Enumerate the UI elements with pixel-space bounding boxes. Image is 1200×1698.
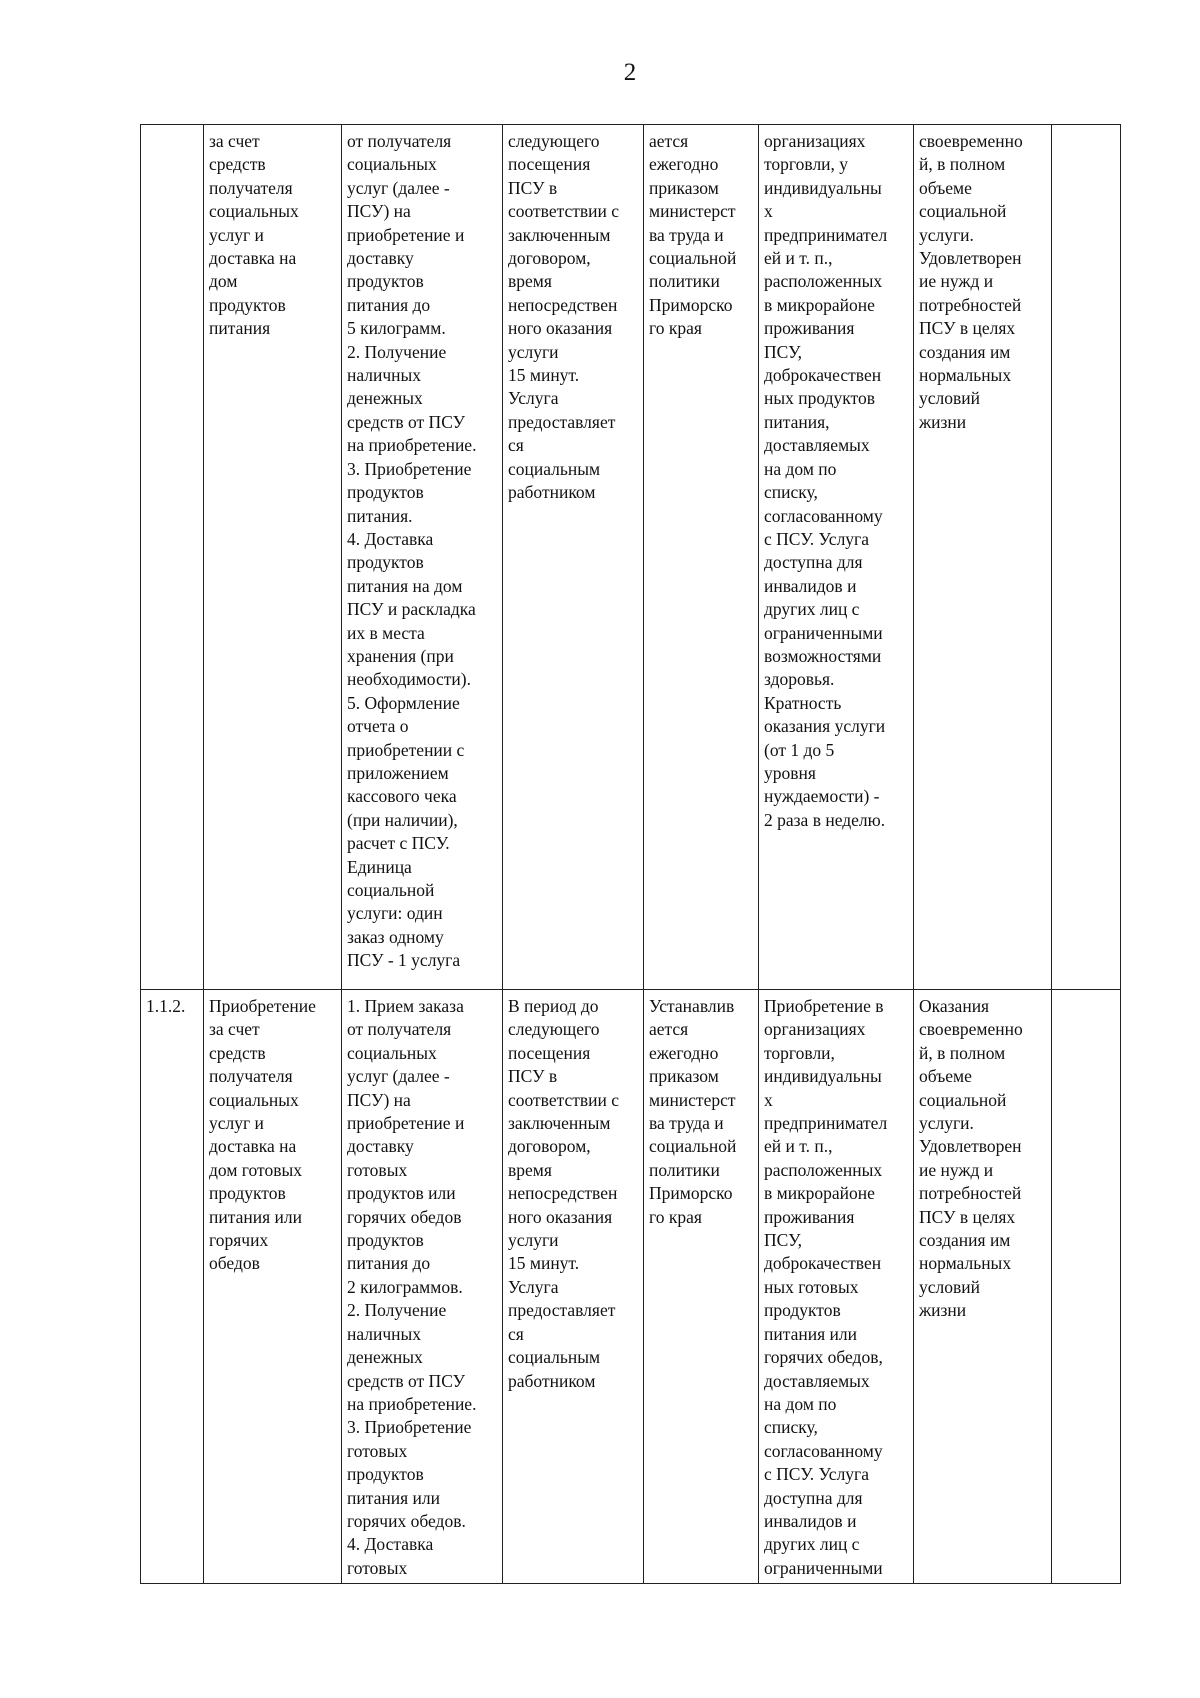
service-extra-cell: [1052, 990, 1121, 1584]
service-name-cell: Приобретение за счет средств получателя социальных услуг и доставка на дом готовых продуктов питания или горячих обедов: [204, 990, 342, 1584]
service-extra-cell: [1052, 125, 1121, 990]
services-table: [140, 124, 1121, 1584]
service-evaluation-cell: Оказания своевременно й, в полном объеме социальной услуги. Удовлетворен ие нужд и потребностей ПСУ в целях создания им нормальных условий жизни: [914, 990, 1052, 1584]
service-timing-cell: В период до следующего посещения ПСУ в соответствии с заключенным договором, время непосредствен ного оказания услуги 15 минут. Услуга предоставляет ся социальным работником: [503, 990, 644, 1584]
page-number: 2: [623, 59, 637, 86]
table-row: [141, 990, 1121, 1584]
service-tariff-cell: Устанавлив ается ежегодно приказом министерст ва труда и социальной политики Приморско го края: [644, 990, 759, 1584]
service-timing-cell: следующего посещения ПСУ в соответствии с заключенным договором, время непосредствен ного оказания услуги 15 минут. Услуга предоставляет ся социальным работником: [503, 125, 644, 990]
service-evaluation-cell: своевременно й, в полном объеме социальной услуги. Удовлетворен ие нужд и потребностей ПСУ в целях создания им нормальных условий жизни: [914, 125, 1052, 990]
service-content-cell: от получателя социальных услуг (далее - ПСУ) на приобретение и доставку продуктов питания до 5 килограмм. 2. Получение наличных денежных средств от ПСУ на приобретение. 3. Приобретение продуктов питания. 4. Доставка продуктов питания на дом ПСУ и раскладка их в места хранения (при необходимости). 5. Оформление отчета о приобретении с приложением кассового чека (при наличии), расчет с ПСУ. Единица социальной услуги: один заказ одному ПСУ - 1 услуга: [342, 125, 503, 990]
table-row: [141, 125, 1121, 990]
service-name-cell: за счет средств получателя социальных услуг и доставка на дом продуктов питания: [204, 125, 342, 990]
service-quality-cell: организациях торговли, у индивидуальны х предпринимател ей и т. п., расположенных в микрорайоне проживания ПСУ, доброкачествен ных продуктов питания, доставляемых на дом по списку, согласованному с ПСУ. Услуга доступна для инвалидов и других лиц с ограниченными возможностями здоровья. Кратность оказания услуги (от 1 до 5 уровня нуждаемости) - 2 раза в неделю.: [759, 125, 914, 990]
service-content-cell: 1. Прием заказа от получателя социальных услуг (далее - ПСУ) на приобретение и доставку готовых продуктов или горячих обедов продуктов питания до 2 килограммов. 2. Получение наличных денежных средств от ПСУ на приобретение. 3. Приобретение готовых продуктов питания или горячих обедов. 4. Доставка готовых: [342, 990, 503, 1584]
service-number-cell: [141, 125, 204, 990]
service-number-cell: 1.1.2.: [141, 990, 204, 1584]
service-tariff-cell: ается ежегодно приказом министерст ва труда и социальной политики Приморско го края: [644, 125, 759, 990]
service-quality-cell: Приобретение в организациях торговли, индивидуальны х предпринимател ей и т. п., расположенных в микрорайоне проживания ПСУ, доброкачествен ных готовых продуктов питания или горячих обедов, доставляемых на дом по списку, согласованному с ПСУ. Услуга доступна для инвалидов и других лиц с ограниченными: [759, 990, 914, 1584]
